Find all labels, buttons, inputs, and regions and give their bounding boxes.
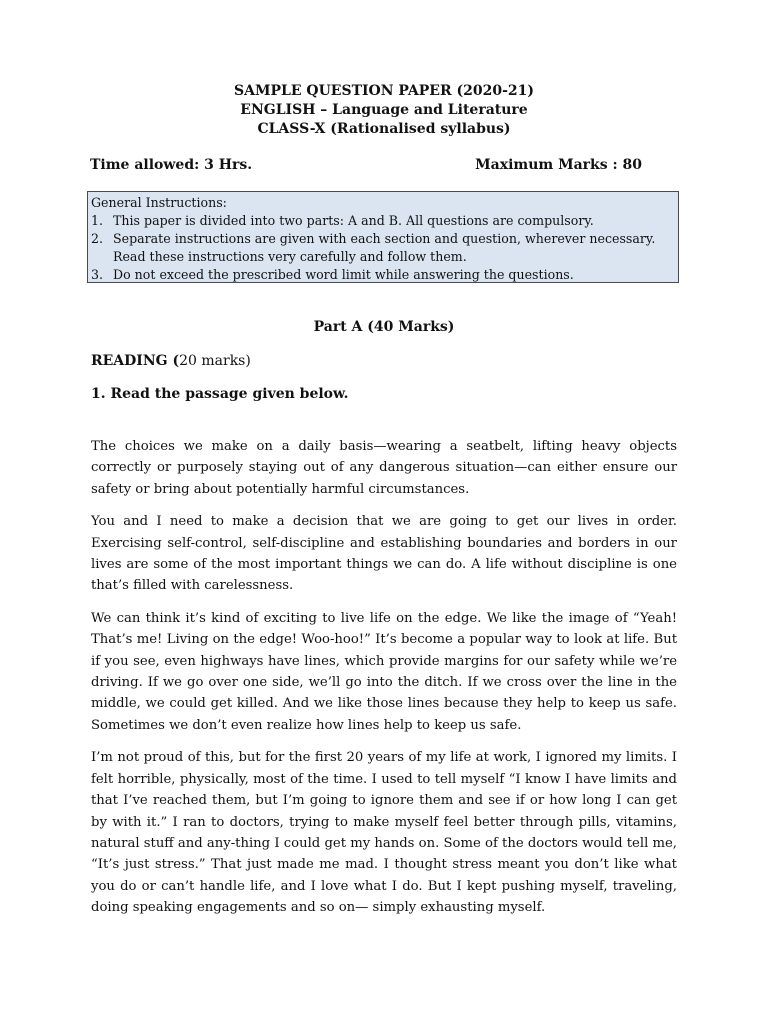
instruction-item: [91, 266, 672, 284]
paper-title: SAMPLE QUESTION PAPER (2020-21): [234, 83, 534, 99]
passage-paragraph: The choices we make on a daily basis—wearing a seatbelt, lifting heavy objects correctly or purposely staying out of any dangerous situation—can either ensure our safety or bring about potentially harmful circumstances.: [91, 439, 677, 497]
reading-label: READING (: [91, 353, 180, 369]
instruction-number: 2.: [91, 231, 104, 246]
reading-passage: [91, 436, 677, 930]
reading-marks: 20 marks): [179, 353, 251, 369]
instruction-text: Separate instructions are given with each section and question, wherever necessary. Read these instructions very carefully and follow them.: [113, 231, 656, 264]
instruction-item: [91, 212, 672, 230]
paper-class: CLASS-X (Rationalised syllabus): [257, 121, 511, 137]
passage-paragraph: I’m not proud of this, but for the first 20 years of my life at work, I ignored my limits. I felt horrible, physically, most of the time. I used to tell myself “I know I have limits and that I’ve reached them, but I’m going to ignore them and see if or how long I can get by with it.” I ran to doctors, trying to make myself feel better through pills, vitamins, natural stuff and any-thing I could get my hands on. Some of the doctors would tell me, “It’s just stress.” That just made me mad. I thought stress meant you don’t like what you do or can’t handle life, and I love what I do. But I kept pushing myself, traveling, doing speaking engagements and so on— simply exhausting myself.: [91, 750, 677, 916]
general-instructions-box: [87, 191, 679, 283]
instruction-number: 1.: [91, 213, 104, 228]
instruction-item: [91, 230, 672, 266]
instruction-text: Do not exceed the prescribed word limit while answering the questions.: [113, 267, 574, 282]
paper-subject: ENGLISH – Language and Literature: [240, 102, 528, 118]
part-a-title: Part A (40 Marks): [313, 319, 455, 335]
instruction-number: 3.: [91, 267, 104, 282]
instruction-text: This paper is divided into two parts: A and B. All questions are compulsory.: [113, 213, 594, 228]
instructions-title: General Instructions:: [91, 195, 227, 210]
paper-header: [0, 82, 768, 139]
passage-paragraph: We can think it’s kind of exciting to live life on the edge. We like the image of “Yeah! That’s me! Living on the edge! Woo-hoo!” It’s become a popular way to look at life. But if you see, even highways have lines, which provide margins for our safety while we’re driving. If we go over one side, we’ll go into the ditch. If we cross over the line in the middle, we could get killed. And we like those lines because they help to keep us safe. Sometimes we don’t even realize how lines help to keep us safe.: [91, 610, 677, 733]
instructions-list: [91, 212, 672, 284]
passage-paragraph: You and I need to make a decision that we are going to get our lives in order. Exercising self-control, self-discipline and establishing boundaries and borders in our lives are some of the most important things we can do. A life without discipline is one that’s filled with carelessness.: [91, 514, 677, 594]
time-allowed: Time allowed: 3 Hrs.: [90, 157, 253, 173]
question-1-prompt: 1. Read the passage given below.: [91, 386, 349, 402]
reading-section-heading: [91, 352, 251, 371]
maximum-marks: Maximum Marks : 80: [475, 157, 642, 173]
